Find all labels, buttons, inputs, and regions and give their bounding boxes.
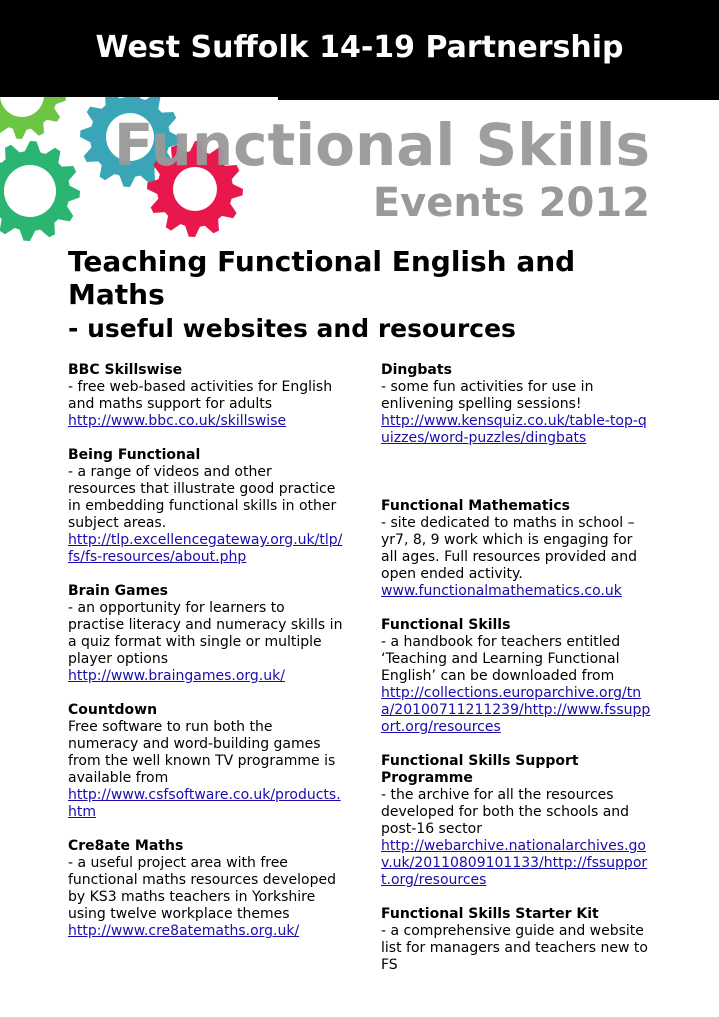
resource-name: Being Functional <box>68 447 201 463</box>
resource-name: BBC Skillswise <box>68 362 183 378</box>
resource-link[interactable]: http://www.kensquiz.co.uk/table-top-quizzes/word-puzzles/dingbats <box>381 413 647 446</box>
green-gear-icon <box>0 97 66 139</box>
resource-description: - an opportunity for learners to practise literacy and numeracy skills in a quiz format with single or multiple player options <box>68 600 343 667</box>
resource-entry <box>68 838 343 940</box>
resource-link[interactable]: http://www.csfsoftware.co.uk/products.htm <box>68 787 341 820</box>
resource-link[interactable]: http://webarchive.nationalarchives.gov.uk/20110809101133/http://fssupport.org/resources <box>381 838 648 888</box>
resource-description: Free software to run both the numeracy and word-building games from the well known TV programme is available from <box>68 719 336 786</box>
document-subtitle: - useful websites and resources <box>68 314 516 343</box>
resource-description: - free web-based activities for English and maths support for adults <box>68 379 333 412</box>
resource-description: - the archive for all the resources developed for both the schools and post-16 sector <box>381 787 630 837</box>
resource-entry <box>68 583 343 685</box>
right-column <box>381 362 651 974</box>
resource-description: - a range of videos and other resources that illustrate good practice in embedding functional skills in other subject areas. <box>68 464 337 531</box>
resource-link[interactable]: http://www.braingames.org.uk/ <box>68 668 285 684</box>
resource-entry <box>68 362 343 430</box>
resource-link[interactable]: http://tlp.excellencegateway.org.uk/tlp/fs/fs-resources/about.php <box>68 532 343 565</box>
resource-name: Functional Skills <box>381 617 511 633</box>
resource-name: Functional Mathematics <box>381 498 570 514</box>
left-column <box>68 362 343 940</box>
resource-link[interactable]: http://collections.europarchive.org/tna/20100711211239/http://www.fssupport.org/resources <box>381 685 651 735</box>
resource-entry <box>68 447 343 566</box>
hero-title: Functional Skills <box>113 111 650 179</box>
resource-entry <box>381 362 651 447</box>
header-bar-edge <box>278 97 719 100</box>
resource-description: - site dedicated to maths in school – yr7, 8, 9 work which is engaging for all ages. Full resources provided and open ended activity. <box>381 515 638 582</box>
resource-entry <box>381 617 651 736</box>
resource-name: Cre8ate Maths <box>68 838 184 854</box>
resource-name: Countdown <box>68 702 158 718</box>
resource-description: - a useful project area with free functional maths resources developed by KS3 maths teachers in Yorkshire using twelve workplace themes <box>68 855 336 922</box>
resource-link[interactable]: http://www.cre8atemaths.org.uk/ <box>68 923 300 939</box>
document-title: Teaching Functional English and Maths <box>68 245 576 311</box>
resource-name: Dingbats <box>381 362 452 378</box>
resource-description: - some fun activities for use in enlivening spelling sessions! <box>381 379 594 412</box>
resource-link[interactable]: www.functionalmathematics.co.uk <box>381 583 622 599</box>
resource-name: Brain Games <box>68 583 169 599</box>
resource-entry <box>68 702 343 821</box>
hero-subtitle: Events 2012 <box>372 180 650 226</box>
resource-name: Functional Skills Starter Kit <box>381 906 599 922</box>
resource-entry <box>381 753 651 889</box>
resource-entry <box>381 906 651 974</box>
resource-entry <box>381 498 651 600</box>
resource-description: - a handbook for teachers entitled ‘Teaching and Learning Functional English’ can be downloaded from <box>381 634 621 684</box>
resource-link[interactable]: http://www.bbc.co.uk/skillswise <box>68 413 287 429</box>
resource-description: - a comprehensive guide and website list for managers and teachers new to FS <box>381 923 648 973</box>
resource-name: Functional Skills Support Programme <box>381 753 579 786</box>
org-title: West Suffolk 14-19 Partnership <box>95 30 624 65</box>
green-gear-small-icon <box>0 141 80 241</box>
